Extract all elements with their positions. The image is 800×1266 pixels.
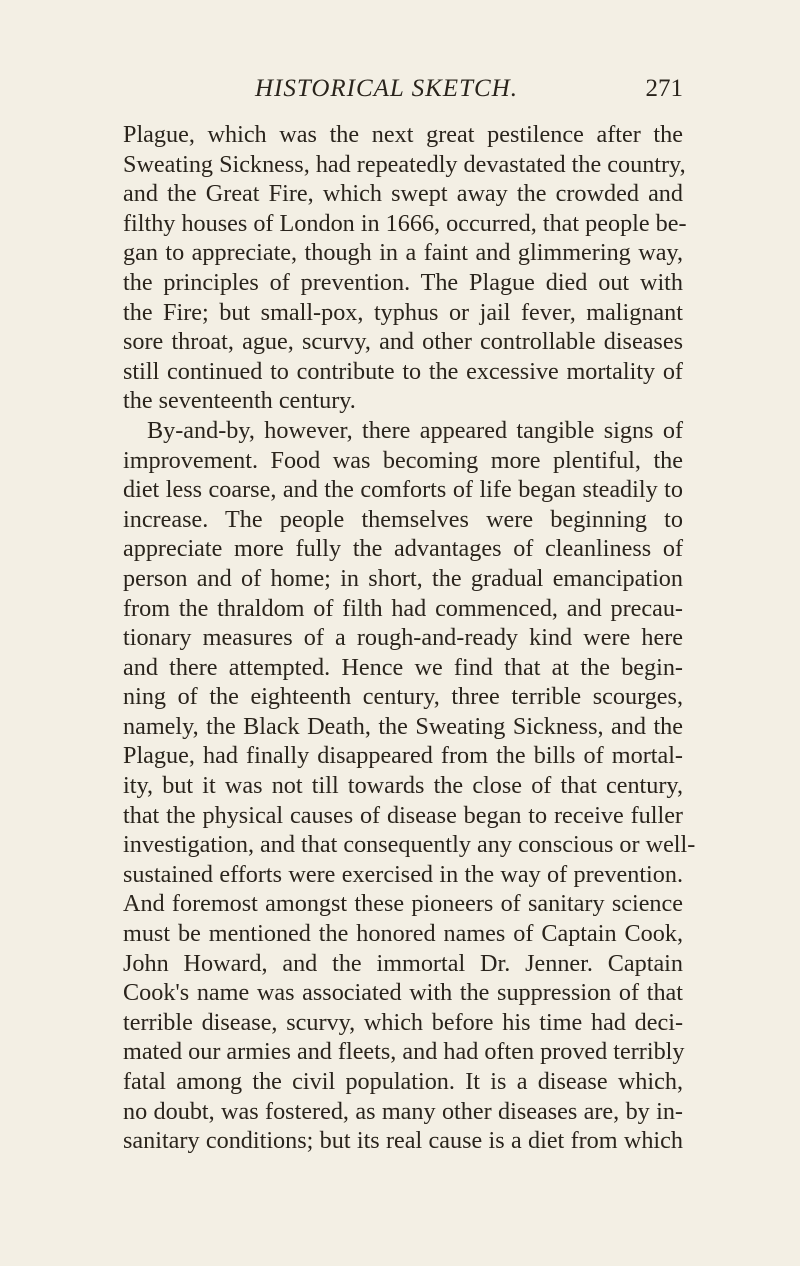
text-line: Plague, had finally disappeared from the bills of mortal-	[123, 742, 683, 770]
body-text	[123, 120, 696, 1156]
text-line: investigation, and that consequently any conscious or well-	[123, 831, 696, 859]
text-line: ning of the eighteenth century, three terrible scourges,	[123, 683, 683, 711]
text-line: sustained efforts were exercised in the way of prevention.	[123, 860, 683, 888]
text-line: John Howard, and the immortal Dr. Jenner. Captain	[123, 949, 683, 977]
text-line: appreciate more fully the advantages of cleanliness of	[123, 535, 683, 563]
text-line: sanitary conditions; but its real cause is a diet from which	[123, 1127, 683, 1155]
text-line: person and of home; in short, the gradual emancipation	[123, 564, 683, 592]
text-line: Cook's name was associated with the suppression of that	[123, 979, 683, 1007]
text-line: increase. The people themselves were beginning to	[123, 505, 683, 533]
text-line: namely, the Black Death, the Sweating Sickness, and the	[123, 712, 683, 740]
text-line: fatal among the civil population. It is a disease which,	[123, 1068, 683, 1095]
text-line: improvement. Food was becoming more plentiful, the	[123, 446, 683, 474]
text-line: mated our armies and fleets, and had often proved terribly	[123, 1038, 685, 1066]
page-number: 271	[645, 75, 683, 102]
text-line: tionary measures of a rough-and-ready kind were here	[123, 624, 683, 652]
text-line: the principles of prevention. The Plague died out with	[123, 268, 683, 296]
text-line: gan to appreciate, though in a faint and glimmering way,	[123, 239, 683, 267]
text-line: diet less coarse, and the comforts of life began steadily to	[123, 476, 683, 504]
text-line: and there attempted. Hence we find that at the begin-	[123, 653, 683, 681]
text-line: terrible disease, scurvy, which before his time had deci-	[123, 1008, 683, 1036]
running-head-title: HISTORICAL SKETCH.	[255, 75, 518, 102]
text-line: from the thraldom of filth had commenced, and precau-	[123, 594, 683, 622]
text-line: the Fire; but small-pox, typhus or jail fever, malignant	[123, 298, 683, 326]
text-line: and the Great Fire, which swept away the crowded and	[123, 180, 683, 208]
text-line: sore throat, ague, scurvy, and other controllable diseases	[123, 328, 683, 356]
text-line: And foremost amongst these pioneers of sanitary science	[123, 890, 683, 918]
running-head	[123, 74, 683, 110]
text-line: no doubt, was fostered, as many other diseases are, by in-	[123, 1097, 683, 1125]
text-line: must be mentioned the honored names of Captain Cook,	[123, 920, 683, 948]
text-line: filthy houses of London in 1666, occurred, that people be-	[123, 209, 687, 237]
text-line: still continued to contribute to the excessive mortality of	[123, 357, 683, 385]
text-line: Sweating Sickness, had repeatedly devastated the country,	[123, 150, 686, 178]
text-line: Plague, which was the next great pestilence after the	[123, 121, 683, 148]
text-line: that the physical causes of disease began to receive fuller	[123, 801, 683, 829]
text-line: ity, but it was not till towards the close of that century,	[123, 772, 683, 800]
text-line: By-and-by, however, there appeared tangible signs of	[147, 416, 683, 444]
text-line: the seventeenth century.	[123, 387, 356, 415]
